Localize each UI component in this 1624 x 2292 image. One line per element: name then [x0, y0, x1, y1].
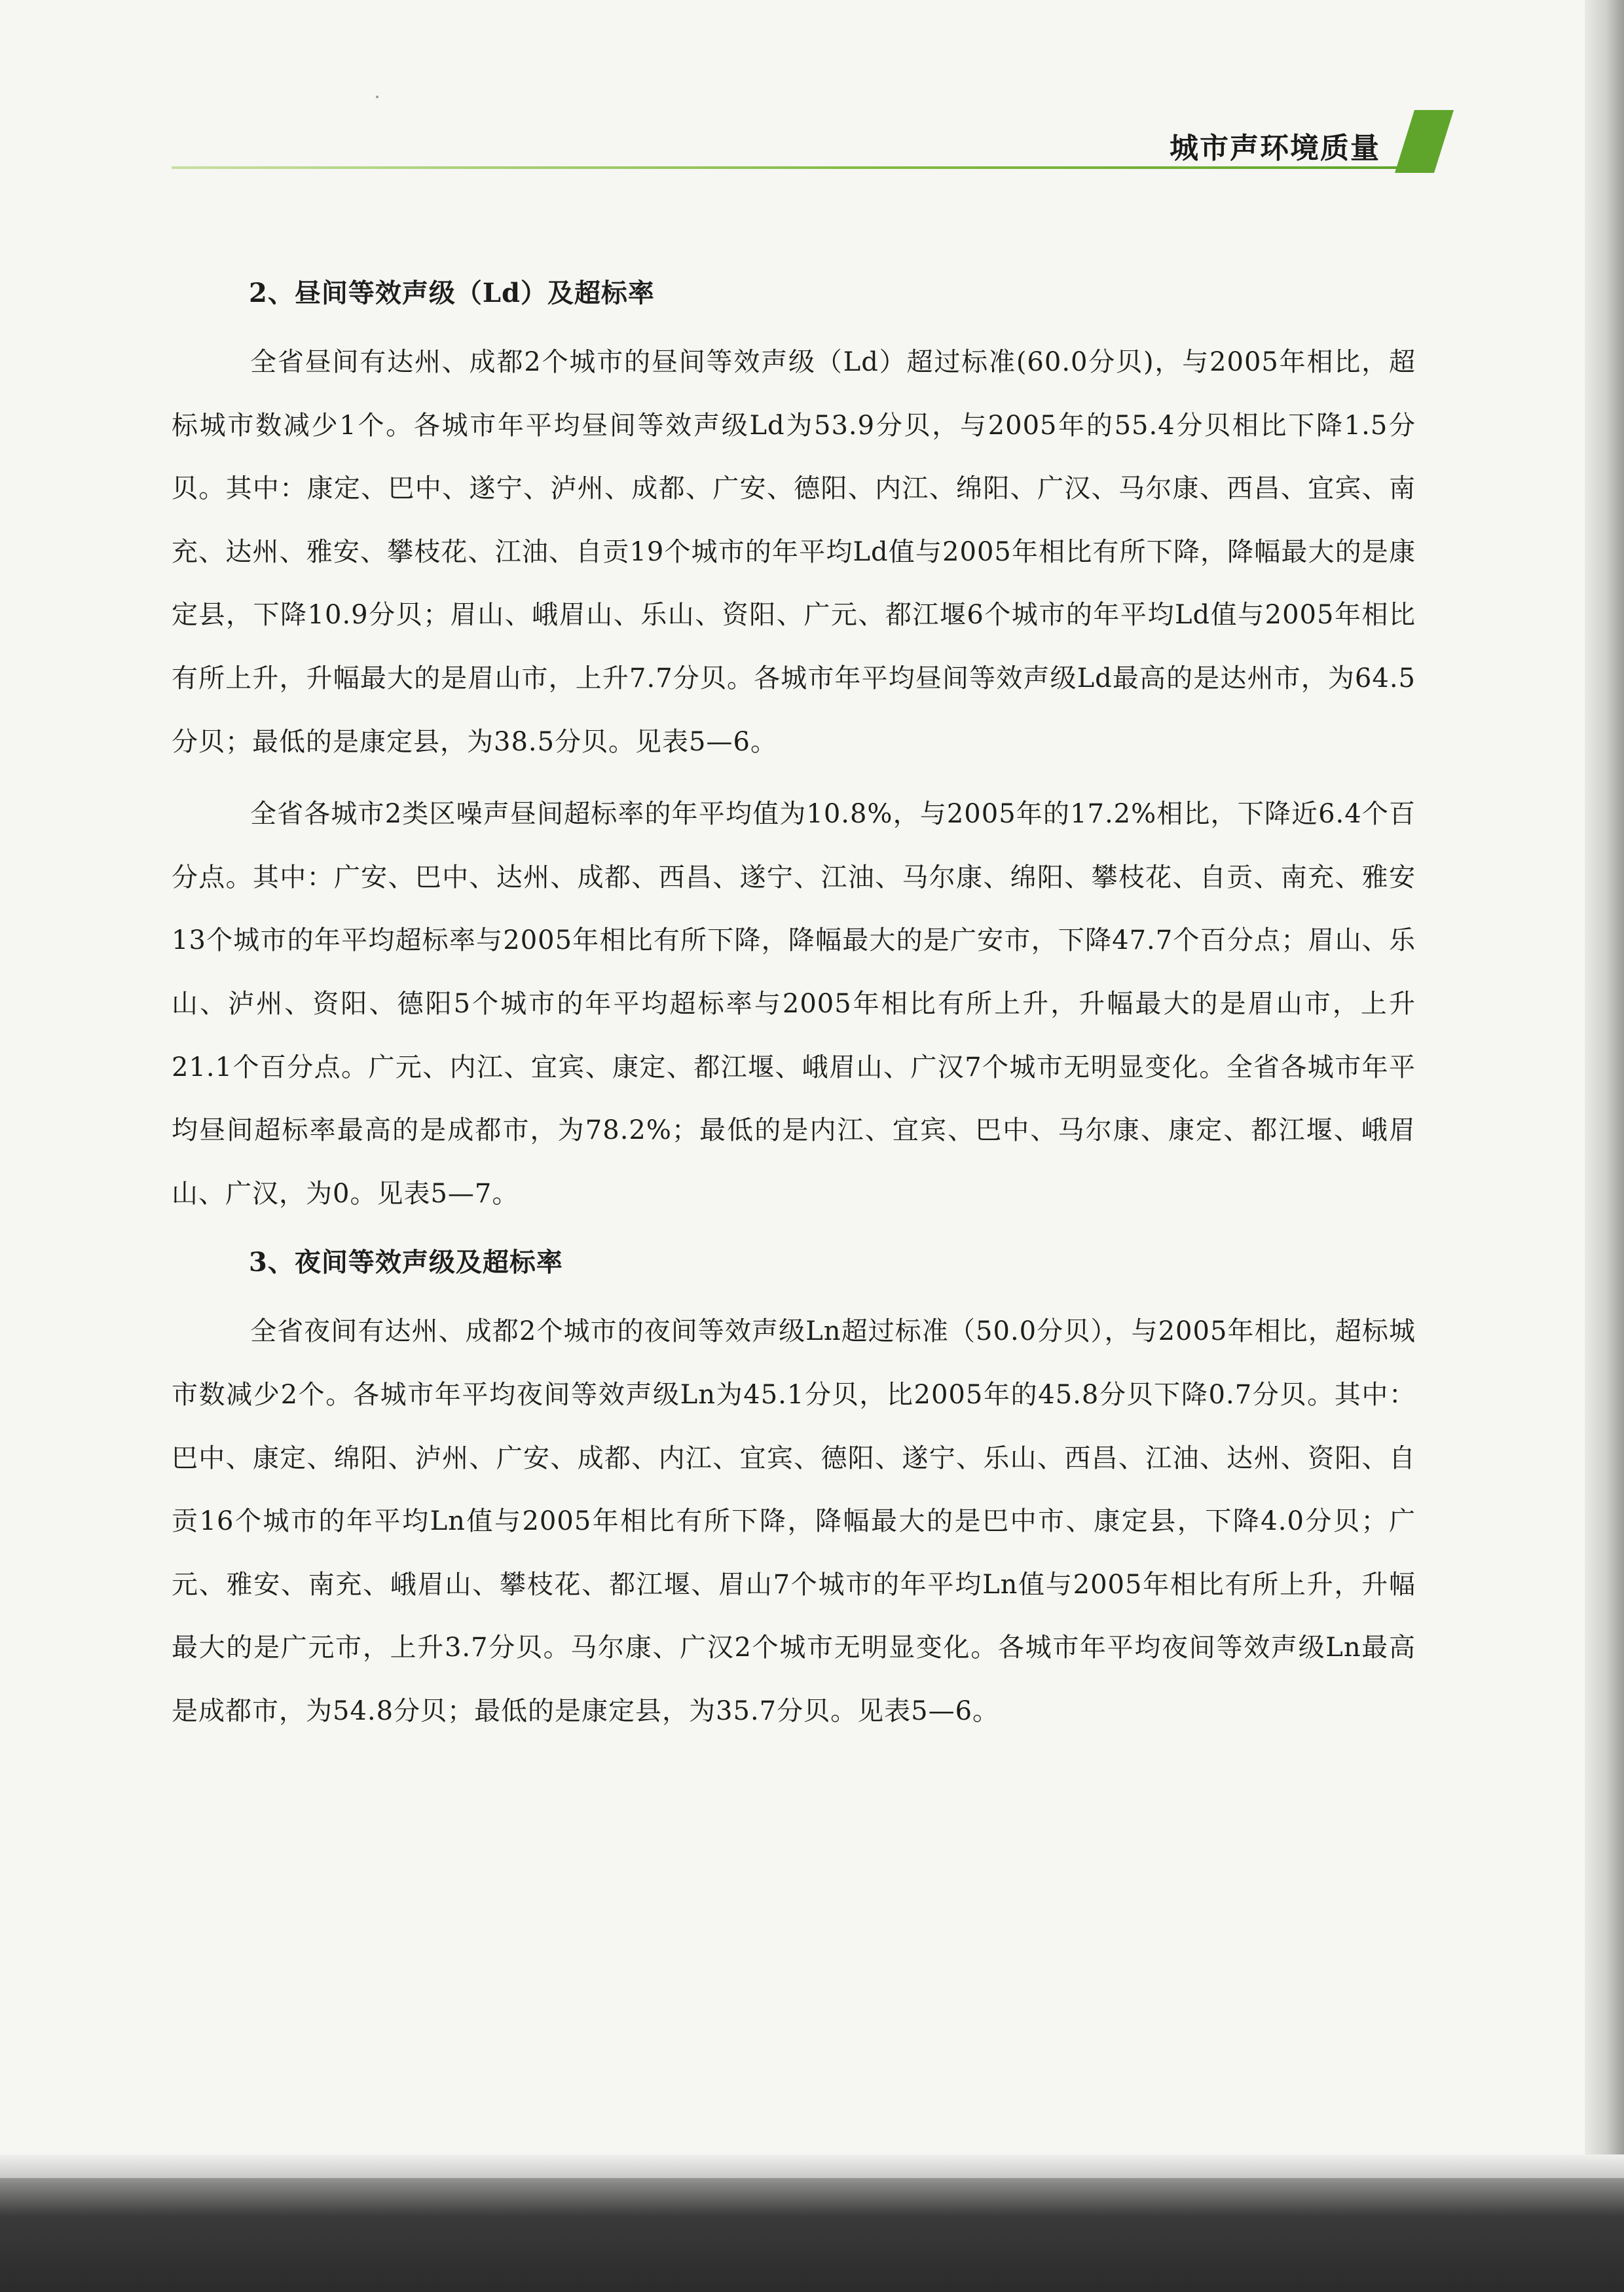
page-body — [172, 265, 1416, 1752]
running-header — [172, 110, 1454, 173]
running-header-title: 城市声环境质量 — [1170, 132, 1380, 165]
section-nighttime-level — [172, 1234, 1416, 1743]
scanner-bed-edge — [0, 2154, 1624, 2292]
header-accent-bar — [1395, 110, 1454, 173]
scan-speck — [376, 96, 378, 98]
section-heading: 3、夜间等效声级及超标率 — [249, 1247, 563, 1278]
page-edge-shadow — [1585, 0, 1624, 2292]
paragraph: 全省昼间有达州、成都2个城市的昼间等效声级（Ld）超过标准(60.0分贝)，与2005年相比，超标城市数减少1个。各城市年平均昼间等效声级Ld为53.9分贝，与2005年的55.4分贝相比下降1.5分贝。其中：康定、巴中、遂宁、泸州、成都、广安、德阳、内江、绵阳、广汉、马尔康、西昌、宜宾、南充、达州、雅安、攀枝花、江油、自贡19个城市的年平均Ld值与2005年相比有所下降，降幅最大的是康定县，下降10.9分贝；眉山、峨眉山、乐山、资阳、广元、都江堰6个城市的年平均Ld值与2005年相比有所上升，升幅最大的是眉山市，上升7.7分贝。各城市年平均昼间等效声级Ld最高的是达州市，为64.5分贝；最低的是康定县，为38.5分贝。见表5—6。 — [172, 347, 1416, 757]
paragraph: 全省各城市2类区噪声昼间超标率的年平均值为10.8%，与2005年的17.2%相比，下降近6.4个百分点。其中：广安、巴中、达州、成都、西昌、遂宁、江油、马尔康、绵阳、攀枝花、自贡、南充、雅安13个城市的年平均超标率与2005年相比有所下降，降幅最大的是广安市，下降47.7个百分点；眉山、乐山、泸州、资阳、德阳5个城市的年平均超标率与2005年相比有所上升，升幅最大的是眉山市，上升21.1个百分点。广元、内江、宜宾、康定、都江堰、峨眉山、广汉7个城市无明显变化。全省各城市年平均昼间超标率最高的是成都市，为78.2%；最低的是内江、宜宾、巴中、马尔康、康定、都江堰、峨眉山、广汉，为0。见表5—7。 — [172, 799, 1416, 1209]
section-heading: 2、昼间等效声级（Ld）及超标率 — [249, 278, 655, 308]
header-rule — [172, 166, 1416, 169]
section-daytime-level — [172, 265, 1416, 1225]
paragraph: 全省夜间有达州、成都2个城市的夜间等效声级Ln超过标准（50.0分贝），与2005年相比，超标城市数减少2个。各城市年平均夜间等效声级Ln为45.1分贝，比2005年的45.8分贝下降0.7分贝。其中：巴中、康定、绵阳、泸州、广安、成都、内江、宜宾、德阳、遂宁、乐山、西昌、江油、达州、资阳、自贡16个城市的年平均Ln值与2005年相比有所下降，降幅最大的是巴中市、康定县，下降4.0分贝；广元、雅安、南充、峨眉山、攀枝花、都江堰、眉山7个城市的年平均Ln值与2005年相比有所上升，升幅最大的是广元市，上升3.7分贝。马尔康、广汉2个城市无明显变化。各城市年平均夜间等效声级Ln最高是成都市，为54.8分贝；最低的是康定县，为35.7分贝。见表5—6。 — [172, 1316, 1416, 1726]
